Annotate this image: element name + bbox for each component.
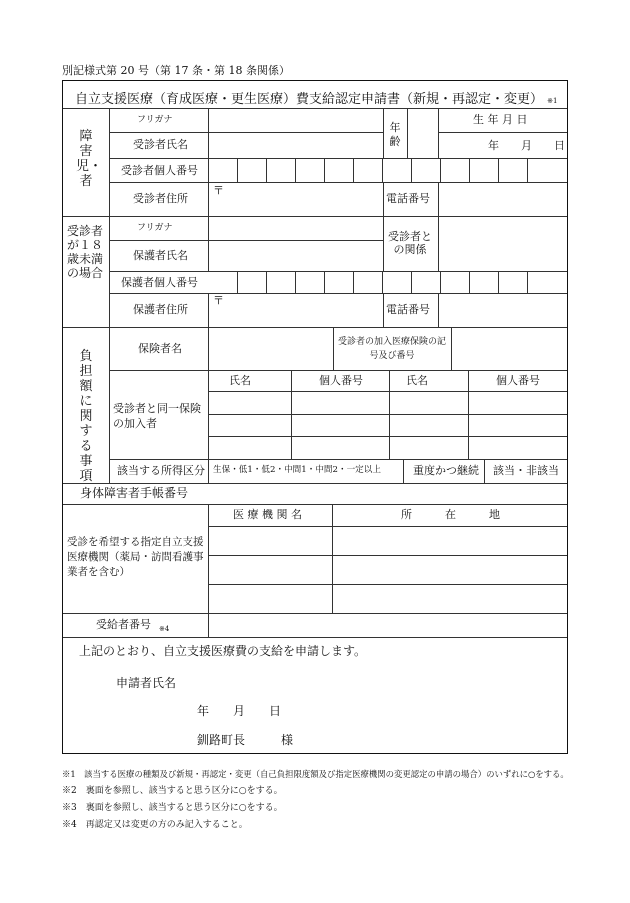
severe-label: 重度かつ継続: [413, 464, 479, 477]
footnote-2: ※2 裏面を参照し、該当すると思う区分に○をする。: [62, 786, 283, 796]
patient-postal-mark: 〒: [213, 184, 224, 197]
income-options[interactable]: 生保・低1・低2・中間1・中間2・一定以上: [213, 465, 381, 475]
application-date: 年 月 日: [197, 704, 282, 718]
col-name-1: 氏名: [229, 374, 251, 387]
form-title: [75, 88, 557, 107]
patient-phone-label: 電話番号: [386, 192, 430, 205]
footnote-1: ※1 該当する医療の種類及び新規・再認定・変更（自己負担限度額及び指定医療機関の変更認定の申請の場合）のいずれに○をする。: [62, 769, 569, 779]
insurance-number-label: 受診者の加入医療保険の記号及び番号: [337, 337, 446, 361]
declaration-text: 上記のとおり、自立支援医療費の支給を申請します。: [79, 644, 367, 658]
same-insurance-label: 受診者と同一保険の加入者: [113, 402, 201, 430]
col-id-2: 個人番号: [496, 374, 540, 387]
disability-cert-label: 身体障害者手帳番号: [80, 486, 189, 500]
col-id-1: 個人番号: [319, 374, 363, 387]
relation-label: 受診者との関係: [388, 230, 432, 256]
form-id: 別記様式第 20 号（第 17 条・第 18 条関係）: [62, 64, 290, 77]
guardian-furigana-label: フリガナ: [137, 223, 173, 233]
medical-col-name: 医 療 機 関 名: [233, 508, 302, 521]
birth-date-placeholder: 年 月 日: [488, 139, 565, 152]
guardian-section-label: 受診者が１８歳未満の場合: [66, 224, 103, 280]
medical-institution-label: 受診を希望する指定自立支援医療機関（薬局・訪問看護事業者を含む）: [67, 536, 204, 578]
applicant-name-label: 申請者氏名: [116, 676, 177, 690]
patient-address-label: 受診者住所: [133, 192, 188, 205]
footnote-3: ※3 裏面を参照し、該当すると思う区分に○をする。: [62, 803, 283, 813]
footnote-4: ※4 再認定又は変更の方のみ記入すること。: [62, 820, 248, 830]
patient-section-label: 障害児・者: [76, 129, 103, 189]
recipient-note: ※4: [159, 625, 170, 633]
burden-section-label: 負担額に関する事項: [79, 349, 93, 484]
guardian-phone-label: 電話番号: [386, 303, 430, 316]
form-title-text: 自立支援医療（育成医療・更生医療）費支給認定申請書（新規・再認定・変更）: [75, 92, 544, 107]
title-note: ※1: [547, 97, 558, 105]
guardian-name-label: 保護者氏名: [133, 249, 188, 262]
guardian-id-label: 保護者個人番号: [121, 276, 198, 289]
application-form: [62, 80, 568, 754]
col-name-2: 氏名: [406, 374, 428, 387]
patient-id-label: 受診者個人番号: [121, 164, 198, 177]
patient-name-label: 受診者氏名: [133, 138, 188, 151]
patient-furigana-label: フリガナ: [137, 115, 173, 125]
footnotes: [62, 766, 569, 834]
insurer-label: 保険者名: [138, 342, 182, 355]
age-label: 年齢: [389, 121, 401, 148]
guardian-postal-mark: 〒: [213, 294, 224, 307]
birth-label: 生 年 月 日: [473, 113, 528, 126]
severe-options[interactable]: 該当・非該当: [493, 464, 559, 477]
medical-col-location: 所 在 地: [401, 508, 500, 521]
income-label: 該当する所得区分: [117, 464, 205, 477]
recipient-number-label: 受給者番号: [96, 618, 151, 631]
addressee: 釧路町長 様: [197, 733, 294, 747]
guardian-address-label: 保護者住所: [133, 303, 188, 316]
